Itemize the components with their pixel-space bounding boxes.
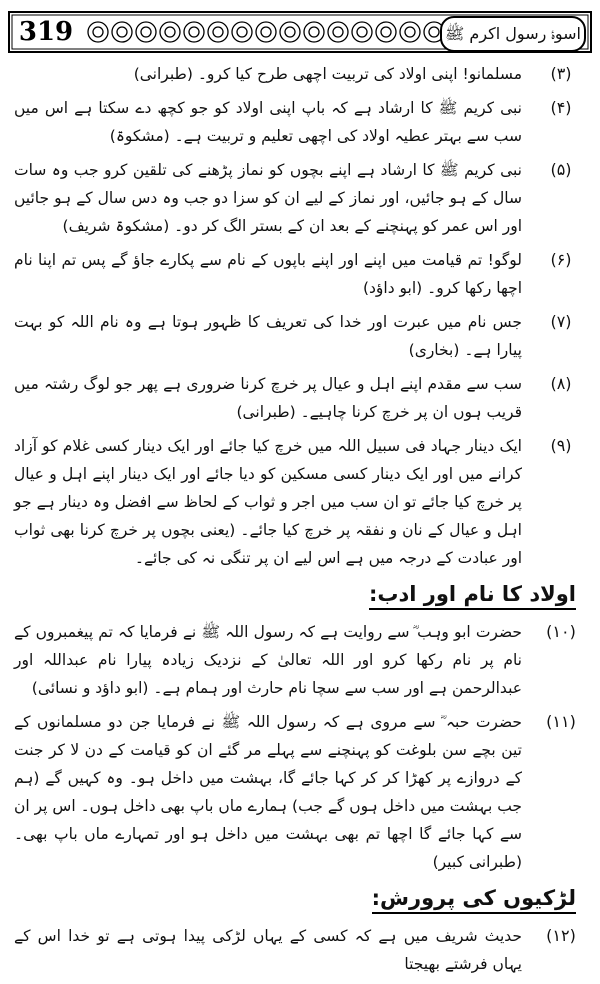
item-text: حضرت حبہ ؓ سے مروی ہے کہ رسول اللہ ﷺ نے فرمایا جن دو مسلمانوں کے تین بچے سن بلوغت کو پہنچنے سے پہلے مر گئے ان کو قیامت کے دن لا کر جنت کے دروازے پر کھڑا کر کر کہا جائے گا، بہشت میں داخل ہو۔ وہ کہیں گے (ہم جب بہشت میں داخل ہوں گے جب) ہمارے ماں باپ بھی داخل ہوں۔ اس پر ان سے کہا جائے گا اچھا تم بھی بہشت میں داخل ہو اور تمہارے ماں باپ بھی۔ (طبرانی کبیر): [14, 713, 522, 871]
item-number: (۳): [550, 64, 572, 83]
item-text: حضرت ابو وہب ؓ سے روایت ہے کہ رسول اللہ ﷺ نے فرمایا کہ تم پیغمبروں کے نام پر نام رکھا کرو اور اللہ تعالیٰ کے نزدیک زیادہ پیارا نام عبداللہ اور عبدالرحمن ہے اور سب سے سچا نام حارث اور ہمام ہے۔ (ابو داؤد و نسائی): [14, 623, 522, 697]
page-content: [14, 60, 586, 984]
section-heading: [14, 578, 576, 610]
list-item: [14, 60, 586, 88]
item-text: سب سے مقدم اپنے اہل و عیال پر خرچ کرنا ضروری ہے پھر جو لوگ رشتہ میں قریب ہوں ان پر خرچ کرنا چاہیے۔ (طبرانی): [14, 375, 522, 421]
running-title: اسوۂ رسول اکرم ﷺ: [440, 16, 586, 52]
list-item: [14, 618, 586, 702]
list-item: [14, 308, 586, 364]
page-number: 319: [18, 17, 74, 47]
item-text: لوگو! تم قیامت میں اپنے اور اپنے باپوں کے نام سے پکارے جاؤ گے پس تم اپنا نام اچھا رکھا کرو۔ (ابو داؤد): [14, 251, 522, 297]
list-item: [14, 708, 586, 876]
section-heading-text: لڑکیوں کی پرورش:: [372, 886, 576, 914]
item-text: حدیث شریف میں ہے کہ کسی کے یہاں لڑکی پیدا ہوتی ہے تو خدا اس کے یہاں فرشتے بھیجتا: [14, 927, 522, 973]
item-number: (۱۰): [546, 622, 576, 641]
item-number: (۸): [550, 374, 572, 393]
list-item: [14, 156, 586, 240]
section-heading-text: اولاد کا نام اور ادب:: [369, 582, 576, 610]
item-number: (۹): [550, 436, 572, 455]
section-heading: [14, 882, 576, 914]
list-item: [14, 94, 586, 150]
list-item: [14, 922, 586, 978]
page-header: [8, 10, 592, 54]
item-text: جس نام میں عبرت اور خدا کی تعریف کا ظہور ہوتا ہے وہ نام اللہ کو بہت پیارا ہے۔ (بخاری): [14, 313, 522, 359]
list-item: [14, 432, 586, 572]
item-text: ایک دینار جہاد فی سبیل اللہ میں خرچ کیا جائے اور ایک دینار کسی غلام کو آزاد کرانے میں اور ایک دینار کسی مسکین کو دیا جائے اور ایک دینار اپنے اہل و عیال پر خرچ کیا جائے تو ان سب میں اجر و ثواب کے لحاظ سے افضل وہ دینار ہے جو اہل و عیال کے نان و نفقہ پر خرچ کیا جائے۔ (یعنی بچوں پر خرچ کرنا بھی ثواب اور عبادت کے درجہ میں ہے اس لیے ان پر تنگی نہ کی جائے۔: [14, 437, 522, 567]
item-number: (۶): [550, 250, 572, 269]
list-item: [14, 370, 586, 426]
item-number: (۱۲): [546, 926, 576, 945]
item-text: نبی کریم ﷺ کا ارشاد ہے کہ باپ اپنی اولاد کو جو کچھ دے سکتا ہے اس میں سب سے بہتر عطیہ اولاد کی اچھی تعلیم و تربیت ہے۔ (مشکوۃ): [14, 99, 522, 145]
item-number: (۴): [550, 98, 572, 117]
item-number: (۵): [550, 160, 572, 179]
item-text: نبی کریم ﷺ کا ارشاد ہے اپنے بچوں کو نماز پڑھنے کی تلقین کرو جب وہ سات سال کے ہو جائیں، اور نماز کے لیے ان کو سزا دو جب وہ دس سال کے ہو جائیں اور اس عمر کو پہنچنے کے بعد ان کے بستر الگ کر دو۔ (مشکوۃ شریف): [14, 161, 522, 235]
item-number: (۷): [550, 312, 572, 331]
list-item: [14, 246, 586, 302]
item-number: (۱۱): [546, 712, 576, 731]
item-text: مسلمانو! اپنی اولاد کی تربیت اچھی طرح کیا کرو۔ (طبرانی): [133, 65, 522, 83]
